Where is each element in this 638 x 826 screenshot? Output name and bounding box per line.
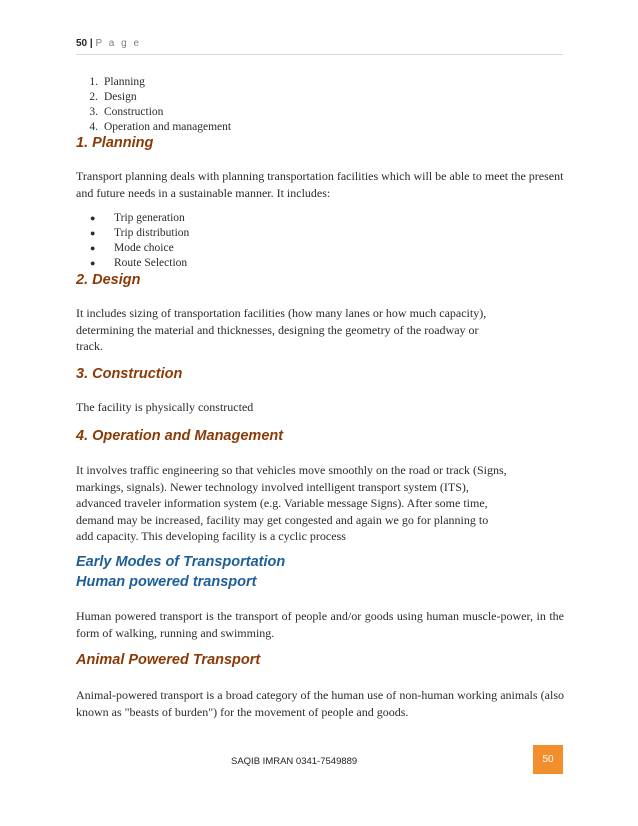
list-item: 4. Operation and management [89,121,232,133]
text-line: add capacity. This developing facility is a cyclic process [76,529,346,543]
text-line: It involves traffic engineering so that vehicles move smoothly on the road or track (Signs, [76,463,507,477]
design-body [76,305,564,355]
construction-body: The facility is physically constructed [76,400,254,414]
list-item: ● Route Selection [90,257,188,269]
construction-heading: 3. Construction [76,366,183,382]
page-header [76,38,563,55]
early-modes-heading: Early Modes of Transportation [76,554,286,570]
operation-body [76,462,564,545]
footer-author: SAQIB IMRAN 0341-7549889 [231,756,358,767]
bullet-icon: ● [90,228,96,238]
text-line: track. [76,339,103,353]
planning-body: Transport planning deals with planning transportation facilities which will be able to meet the present and future needs in a sustainable manner. It includes: [76,169,564,200]
planning-bullet-list [90,211,189,271]
list-item: 2. Design [89,91,137,103]
text-line: demand may be increased, facility may get congested and again we go for planning to [76,512,489,527]
list-item: ● Trip distribution [90,227,190,239]
design-heading: 2. Design [76,272,141,288]
header-page-label: P a g e [95,38,142,49]
list-item: ● Trip generation [90,212,185,224]
list-item: ● Mode choice [90,242,174,254]
animal-transport-body: Animal-powered transport is a broad category of the human use of non-human working animals (also known as "beasts of burden") for the movement of people and goods. [76,688,564,719]
text-line: markings, signals). Newer technology involved intelligent transport system (ITS), [76,479,469,494]
list-item: 3. Construction [89,106,164,118]
text-line: advanced traveler information system (e.g. Variable message Signs). After some time, [76,496,488,510]
human-transport-body: Human powered transport is the transport of people and/or goods using human muscle-power, in the form of walking, running and swimming. [76,609,564,640]
bullet-icon: ● [90,258,96,268]
animal-transport-heading: Animal Powered Transport [76,652,261,668]
header-page-number: 50 [76,38,88,49]
list-item: 1. Planning [89,76,145,88]
text-line: It includes sizing of transportation facilities (how many lanes or how much capacity), [76,306,487,320]
intro-numbered-list [76,75,231,135]
planning-heading: 1. Planning [76,135,154,151]
header-separator: | [89,38,93,49]
operation-heading: 4. Operation and Management [76,428,284,444]
bullet-icon: ● [90,213,96,223]
footer-page-box: 50 [533,745,563,774]
text-line: determining the material and thicknesses, designing the geometry of the roadway or [76,322,479,337]
human-transport-heading: Human powered transport [76,574,257,590]
bullet-icon: ● [90,243,96,253]
